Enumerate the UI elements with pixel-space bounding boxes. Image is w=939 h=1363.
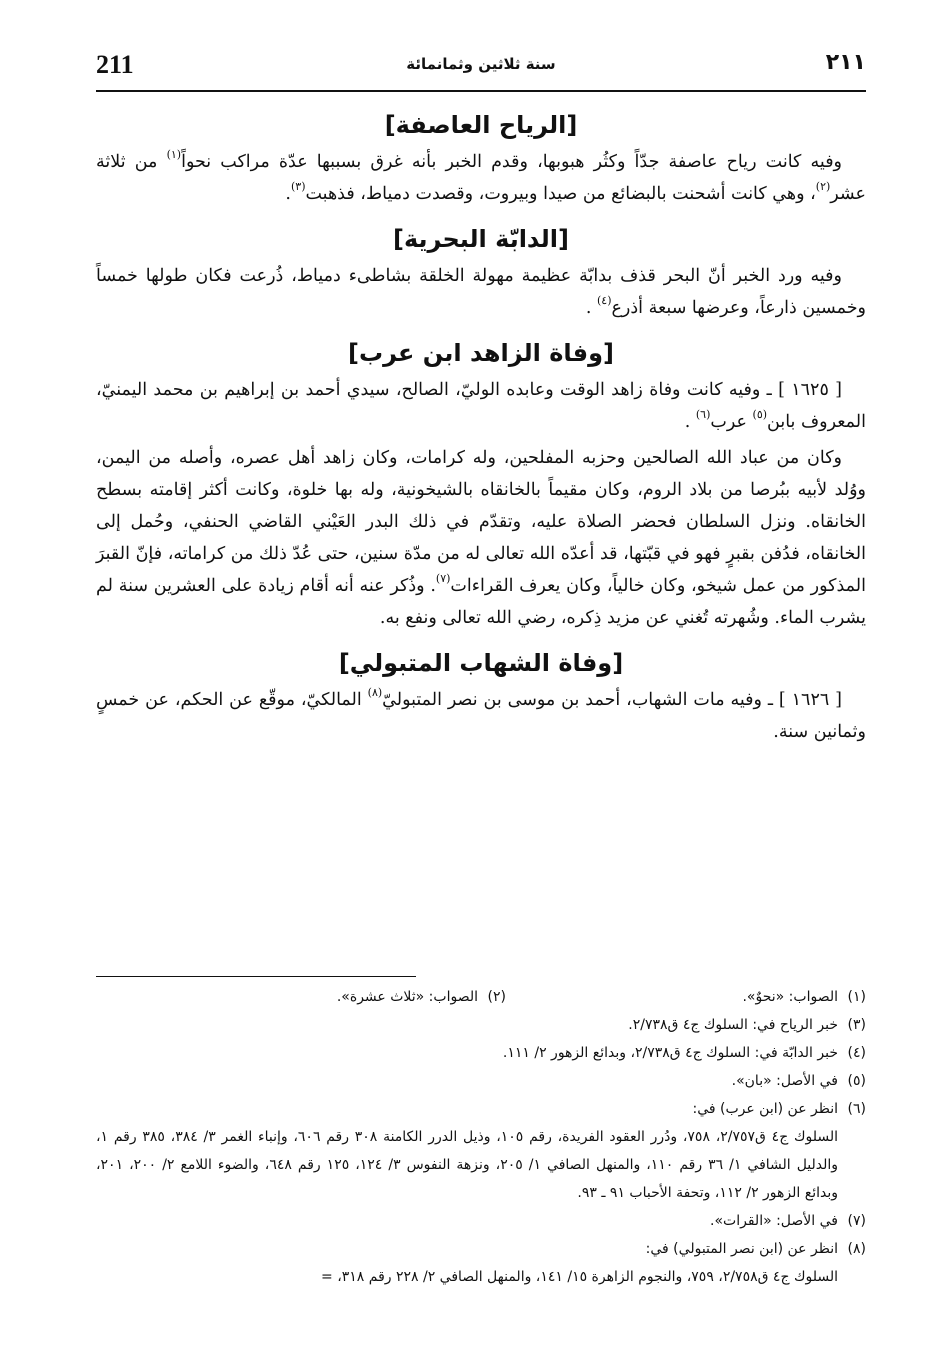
footnote-number: (٢) <box>487 989 506 1005</box>
footnote-ref-6: (٦) <box>695 408 711 421</box>
footnote-7 <box>96 1207 866 1235</box>
footnote-ref-2: (٢) <box>815 180 831 193</box>
page-number-arabic: ٢١١ <box>825 50 866 75</box>
footnote-5 <box>96 1067 866 1095</box>
text-run: وكان من عباد الله الصالحين وحزبه المفلحين، وله كرامات، وكان زاهد أهل عصره، وأصله من اليمن، ووُلد لأبيه ببُرصا من بلاد الروم، وكان مقيماً بالخانقاه بالشيخونية، وله بها خلوة، وكانت أكثر إقامته بسطح الخانقاه. ونزل السلطان فحضر الصلاة عليه، وتقدّم في ذلك البدر العَيْني القاضي الحنفي، وحُمل إلى الخانقاه، فدُفن بقبرٍ فهو في قبّتها، قد أعدّه الله تعالى له من مدّة سنين، حتى عُدّ ذلك من كراماته، فإنّ القبرَ المذكور من عمل شيخو، وكان خالياً، وكان يعرف القراءات <box>96 448 866 596</box>
footnote-number: (٨) <box>847 1241 866 1257</box>
footnote-ref-4: (٤) <box>596 294 612 307</box>
footnote-1 <box>506 983 866 1011</box>
footnote-row <box>96 983 866 1011</box>
text-run: ، وهي كانت أشحنت بالبضائع من صيدا وبيروت، وقصدت دمياط، فذهبت <box>305 184 816 204</box>
section-heading-matbuli: [وفاة الشهاب المتبولي] <box>338 649 624 677</box>
footnote-8 <box>96 1235 866 1263</box>
footnote-text: خبر الرياح في: السلوك ج٤ ق٢/٧٣٨. <box>628 1017 838 1033</box>
text-run: المالكيّ، موقّع عن الحكم، عن خمسٍ وثمانين سنة. <box>96 690 866 742</box>
footnote-text: الصواب: «ثلاث عشرة». <box>336 989 478 1005</box>
footnote-separator <box>96 976 416 977</box>
footnote-number: (٥) <box>847 1073 866 1089</box>
page-number-latin: 211 <box>96 50 134 79</box>
running-title: سنة ثلاثين وثمانمائة <box>406 55 556 73</box>
main-text <box>96 104 866 748</box>
paragraph-entry-1626 <box>96 684 866 748</box>
footnote-text: في الأصل: «القرات». <box>710 1213 838 1229</box>
footnote-number: (٣) <box>847 1017 866 1033</box>
text-run: وفيه كانت رياح عاصفة جدّاً وكثُر هبوبها، وقدم الخبر بأنه غرق بسببها عدّة مراكب نحواً <box>181 152 843 172</box>
text-run: [ ١٦٢٦ ] ـ وفيه مات الشهاب، أحمد بن موسى بن نصر المتبوليّ <box>382 690 843 710</box>
paragraph-ibn-arab-bio <box>96 442 866 634</box>
footnote-text: خبر الدابّة في: السلوك ج٤ ق٢/٧٣٨، وبدائع الزهور ٢/ ١١١. <box>502 1045 838 1061</box>
footnote-ref-8: (٨) <box>367 686 383 699</box>
footnote-6 <box>96 1095 866 1123</box>
footnote-number: (٦) <box>847 1101 866 1117</box>
paragraph-winds <box>96 146 866 210</box>
running-header <box>96 50 866 84</box>
footnote-text: في الأصل: «بان». <box>731 1073 838 1089</box>
footnote-text: انظر عن (ابن نصر المتبولي) في: <box>645 1241 838 1257</box>
section-heading-winds: [الرياح العاصفة] <box>384 111 578 139</box>
footnote-ref-1: (١) <box>166 148 182 161</box>
footnote-list <box>96 983 866 1291</box>
footnote-4 <box>96 1039 866 1067</box>
footnotes-section <box>96 976 866 1291</box>
footnote-3 <box>96 1011 866 1039</box>
section-heading-ibn-arab: [وفاة الزاهد ابن عرب] <box>348 339 614 367</box>
footnote-2 <box>337 983 506 1011</box>
paragraph-sea-creature <box>96 260 866 324</box>
text-run: [ ١٦٢٥ ] ـ وفيه كانت وفاة زاهد الوقت وعابده الوليّ، الصالح، سيدي أحمد بن إبراهيم بن محمد اليمنيّ، المعروف بابن <box>96 380 866 432</box>
footnote-ref-3: (٣) <box>290 180 306 193</box>
text-run: . <box>285 184 291 204</box>
text-run: وفيه ورد الخبر أنّ البحر قذف بدابّة عظيمة مهولة الخلقة بشاطىء دمياط، ذُرعت فكان طولها خمساً وخمسين ذارعاً، وعرضها سبعة أذرع <box>96 266 866 318</box>
footnote-number: (٧) <box>847 1213 866 1229</box>
footnote-ref-5: (٥) <box>752 408 768 421</box>
text-run: . <box>585 298 597 318</box>
footnote-number: (١) <box>847 989 866 1005</box>
header-rule <box>96 90 866 92</box>
section-heading-sea-creature: [الدابّة البحرية] <box>392 225 569 253</box>
footnote-text: انظر عن (ابن عرب) في: <box>692 1101 838 1117</box>
text-run: . <box>684 412 696 432</box>
text-run: عرب <box>710 412 753 432</box>
footnote-6-sources: السلوك ج٤ ق٢/٧٥٧، ٧٥٨، ودُرر العقود الفريدة، رقم ١٠٥، وذيل الدرر الكامنة ٣٠٨ رقم ٦٠٦، وإنباء الغمر ٣/ ٣٨٤، ٣٨٥ رقم ١، والدليل الشافي ١/ ٣٦ رقم ١١٠، والمنهل الصافي ١/ ٢٠٥، ونزهة النفوس ٣/ ١٢٤، ١٢٥ رقم ٦٤٨، والضوء اللامع ٢/ ٢٠٠، ٢٠١، وبدائع الزهور ٢/ ١١٢، وتحفة الأحباب ٩١ ـ ٩٣. <box>96 1129 839 1201</box>
text-run: من ثلاثة عشر <box>96 152 866 204</box>
paragraph-entry-1625 <box>96 374 866 438</box>
footnote-number: (٤) <box>847 1045 866 1061</box>
footnote-text: الصواب: «نحوٌ». <box>742 989 838 1005</box>
footnote-ref-7: (٧) <box>435 572 451 585</box>
book-page <box>96 40 866 1350</box>
text-run: . وذُكر عنه أنه أقام زيادة على العشرين سنة لم يشرب الماء. وشُهرته تُغني عن مزيد ذِكره، رضي الله تعالى ونفع به. <box>96 576 866 628</box>
footnote-8-sources: السلوك ج٤ ق٢/٧٥٨، ٧٥٩، والنجوم الزاهرة ١٥/ ١٤١، والمنهل الصافي ٢/ ٢٢٨ رقم ٣١٨، = <box>321 1269 838 1285</box>
